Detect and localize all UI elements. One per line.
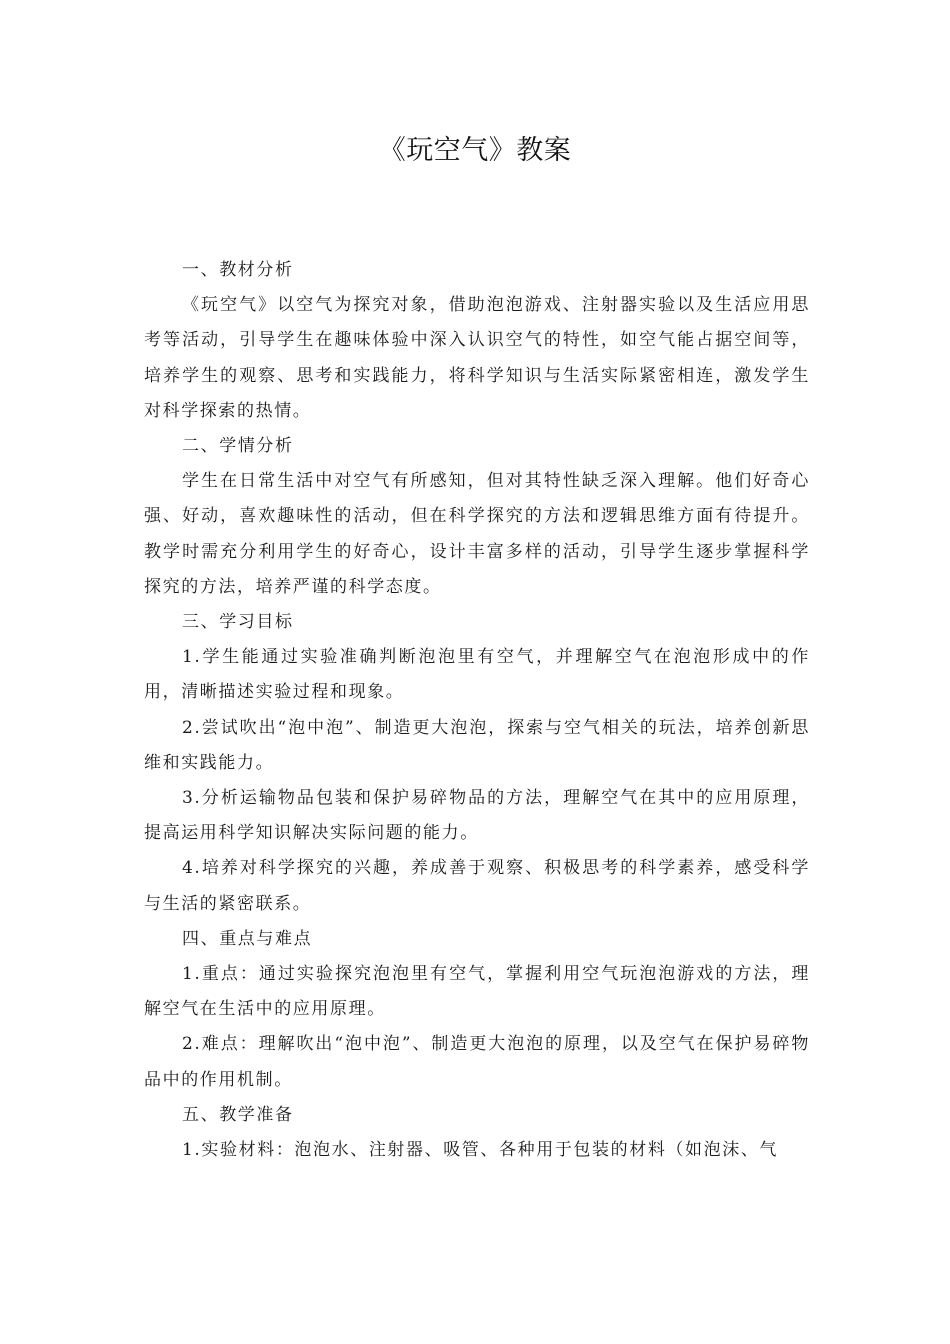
goal-item-3: 3.分析运输物品包装和保护易碎物品的方法，理解空气在其中的应用原理，提高运用科学知识解决实际问题的能力。 [144,788,810,844]
document-body [144,253,810,1168]
goal-item-4: 4.培养对科学探究的兴趣，养成善于观察、积极思考的科学素养，感受科学与生活的紧密联系。 [144,858,810,914]
section-heading-preparation: 五、教学准备 [182,1104,294,1125]
section-heading-learning-goals: 三、学习目标 [182,612,294,633]
goal-item-1: 1.学生能通过实验准确判断泡泡里有空气，并理解空气在泡泡形成中的作用，清晰描述实验过程和现象。 [144,647,810,703]
goal-item-2: 2.尝试吹出“泡中泡”、制造更大泡泡，探索与空气相关的玩法，培养创新思维和实践能力。 [144,717,810,773]
section-heading-textbook-analysis: 一、教材分析 [182,260,294,280]
section-heading-student-analysis: 二、学情分析 [182,436,294,457]
document-title: 《玩空气》教案 [378,135,572,166]
difficult-point-item: 2.难点：理解吹出“泡中泡”、制造更大泡泡的原理，以及空气在保护易碎物品中的作用机制。 [144,1034,810,1090]
paragraph-student-analysis: 学生在日常生活中对空气有所感知，但对其特性缺乏深入理解。他们好奇心强、好动，喜欢趣味性的活动，但在科学探究的方法和逻辑思维方面有待提升。教学时需充分利用学生的好奇心，设计丰富多样的活动，引导学生逐步掌握科学探究的方法，培养严谨的科学态度。 [144,471,810,597]
key-point-item: 1.重点：通过实验探究泡泡里有空气，掌握利用空气玩泡泡游戏的方法，理解空气在生活中的应用原理。 [144,964,810,1020]
section-heading-key-points: 四、重点与难点 [182,928,313,949]
paragraph-textbook-analysis: 《玩空气》以空气为探究对象，借助泡泡游戏、注射器实验以及生活应用思考等活动，引导学生在趣味体验中深入认识空气的特性，如空气能占据空间等，培养学生的观察、思考和实践能力，将科学知识与生活实际紧密相连，激发学生对科学探索的热情。 [144,295,810,421]
preparation-item-1: 1.实验材料：泡泡水、注射器、吸管、各种用于包装的材料（如泡沫、气 [182,1140,779,1161]
